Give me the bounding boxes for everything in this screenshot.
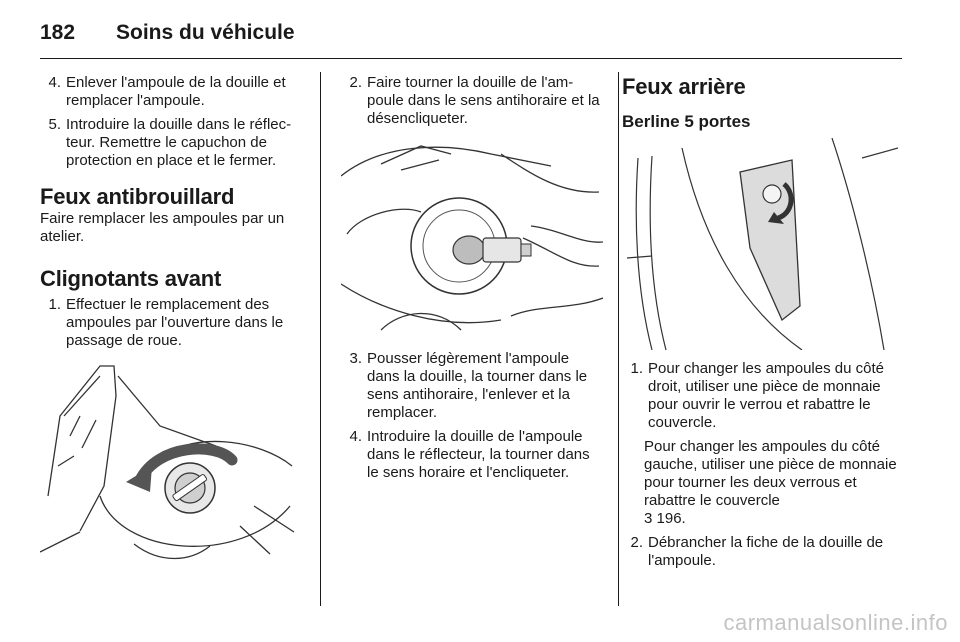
- column-1: [40, 74, 306, 564]
- page-reference[interactable]: 196.: [656, 510, 686, 527]
- turn-signals-heading: Clignotants avant: [40, 266, 222, 291]
- page-header: [40, 16, 295, 50]
- step-number: 1.: [630, 360, 643, 377]
- step-number: 2.: [630, 534, 643, 551]
- step-number: 3.: [349, 350, 362, 367]
- fog-lights-text: Faire remplacer les ampoules par un atelier.: [40, 210, 285, 245]
- step-number: 1.: [48, 296, 61, 313]
- step-text: Faire tourner la douille de l'am-poule dans le sens antihoraire et la désencliqueter.: [367, 74, 600, 127]
- fog-lights-heading: Feux antibrouillard: [40, 184, 235, 209]
- rear-lights-heading: Feux arrière: [622, 74, 746, 99]
- list-item: [40, 116, 306, 170]
- step-text: Enlever l'ampoule de la douille et remplacer l'ampoule.: [66, 74, 286, 109]
- step-list: [40, 74, 306, 170]
- step-continuation: [622, 438, 906, 528]
- step-list: [341, 350, 603, 482]
- step-number: 4.: [48, 74, 61, 91]
- sedan-subheading: Berline 5 portes: [622, 112, 751, 131]
- chapter-title: Soins du véhicule: [116, 21, 295, 44]
- step-text: Débrancher la fiche de la douille de l'ampoule.: [648, 534, 884, 569]
- watermark: carmanualsonline.info: [723, 610, 948, 635]
- header-rule: [40, 58, 902, 59]
- bulb-socket-illustration: [341, 134, 603, 340]
- column-divider-2: [618, 72, 619, 606]
- step-number: 5.: [48, 116, 61, 133]
- step-text: Introduire la douille de l'ampoule dans le réflecteur, la tourner dans le sens horaire et l'encliqueter.: [367, 428, 590, 481]
- wheel-arch-illustration: [40, 356, 302, 564]
- list-item: [622, 360, 906, 432]
- list-item: [622, 534, 906, 570]
- step-list: [622, 534, 906, 570]
- step-list: [622, 360, 906, 432]
- list-item: [341, 350, 603, 422]
- step-text: Effectuer le remplacement des ampoules par l'ouverture dans le passage de roue.: [66, 296, 284, 349]
- list-item: [40, 296, 306, 350]
- list-item: [341, 74, 603, 128]
- step-number: 2.: [349, 74, 362, 91]
- step-text: Introduire la douille dans le réflec-teur. Remettre le capuchon de protection en place et le fermer.: [66, 116, 292, 169]
- list-item: [40, 74, 306, 110]
- step-list: [341, 74, 603, 128]
- column-divider-1: [320, 72, 321, 606]
- step-extra-text: Pour changer les ampoules du côté gauche, utiliser une pièce de monnaie pour tourner les deux verrous et rabattre le couvercle: [644, 438, 897, 509]
- page-number: 182: [40, 21, 76, 44]
- column-3: [622, 74, 906, 576]
- step-text: Pour changer les ampoules du côté droit, utiliser une pièce de monnaie pour ouvrir le verrou et rabattre le couvercle.: [648, 360, 884, 431]
- column-2: [341, 74, 603, 488]
- rear-lamp-cover-illustration: [622, 138, 900, 350]
- page-ref-icon: 3: [644, 510, 653, 527]
- step-text: Pousser légèrement l'ampoule dans la douille, la tourner dans le sens antihoraire, l'enlever et la remplacer.: [367, 350, 588, 421]
- step-number: 4.: [349, 428, 362, 445]
- step-list: [40, 296, 306, 350]
- list-item: [341, 428, 603, 482]
